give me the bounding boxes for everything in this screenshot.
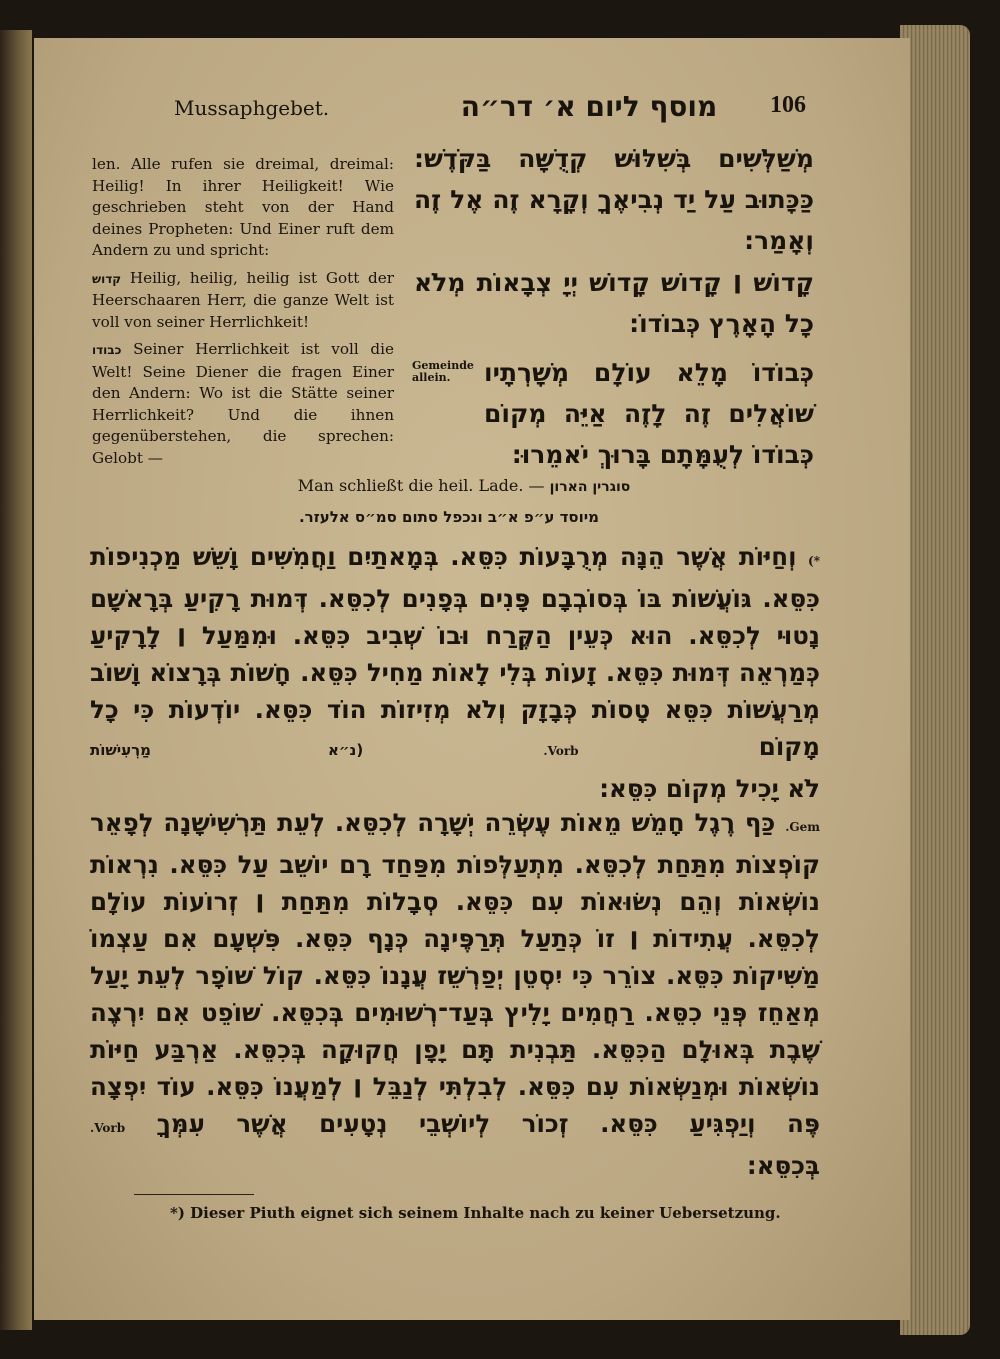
german-paragraph: [92, 339, 394, 469]
german-paragraph-text: Seiner Herrlichkeit ist voll die Welt! Seine Diener die fragen Einer den Andern: Wo ist die Stätte seiner Herrlichkeit? Und die ihnen gegenüberstehen, die sprechen: Gelobt —: [92, 340, 394, 467]
german-paragraph-text: Heilig, heilig, heilig ist Gott der Heerschaaren Herr, die ganze Welt ist voll von seiner Herrlichkeit!: [92, 268, 395, 331]
hebrew-block-kadosh: קָדוֹשׁ ׀ קָדוֹשׁ קָדוֹשׁ יְיָ צְבָאוֹת מְלֹא כָל הָאָרֶץ כְּבוֹדוֹ:: [414, 268, 814, 338]
hebrew-cue-word: כבודו: [92, 343, 122, 357]
footnote: *) Dieser Piuth eignet sich seinem Inhalte nach zu keiner Uebersetzung.: [170, 1204, 781, 1222]
reader-mark: Vorb.: [543, 744, 579, 758]
piyut-text-body: וְחַיּוֹת אֲשֶׁר הֵנָּה מְרֻבָּעוֹת כִּסֵּא. בְּמָאתַיִם וַחֲמִשִּׁים וָשֵׁשׁ מַכְנִיפוֹת כִּסֵּא. גּוֹעֲשׁוֹת בּוֹ בְּסוֹבְבָם פָּנִים בְּפָנִים לְכִסֵּא. דְּמוּת רָקִיעַ בְּרָאשָׁם נָטוּי לְכִסֵּא. הוּא כְּעֵין הַקֶּרַח וּבוֹ שְׁבִיב כִּסֵּא. וּמִמַּעַל ׀ לָרָקִיעַ כְּמַרְאֵה דְּמוּת כִּסֵּא. זָעוֹת בְּלִי לָאוֹת מַחִיל כִּסֵּא. חָשׁוֹת בְּרָצוֹא וָשׁוֹב מְרַעֲשׁוֹת כִּסֵּא טָסוֹת כְּבָזָק וְלֹא מְזִיזוֹת הוֹד כִּסֵּא. יוֹדְעוֹת כִּי כָל מָקוֹם: [90, 542, 821, 761]
hebrew-cue-word: קדוש: [92, 271, 122, 286]
book-page: [34, 38, 910, 1320]
piyut-text-last-line: בְּכִסֵּא:: [746, 1151, 820, 1180]
piyut-paragraph-1: [90, 538, 820, 807]
piyut-text: [90, 538, 820, 770]
footnote-rule: [134, 1194, 254, 1195]
page-number: 106: [770, 92, 806, 118]
reader-mark: Vorb.: [90, 1121, 126, 1135]
variant-reading: (נ״א מַרְעִישׁוֹת: [90, 741, 364, 759]
hebrew-block-kevodo: כְּבוֹדוֹ מָלֵא עוֹלָם מְשָׁרְתָיו שׁוֹאֲלִים זֶה לָזֶה אַיֵּה מְקוֹם כְּבוֹדוֹ לְעֻמָּתָם בָּרוּךְ יֹאמֵרוּ:: [484, 358, 814, 469]
congregation-mark: Gem.: [785, 820, 821, 834]
closing-ark-instruction: [184, 476, 744, 495]
running-header-german: Mussaphgebet.: [174, 96, 330, 120]
piyut-text-last-line: לֹא יָכִיל מְקוֹם כִּסֵּא:: [599, 774, 820, 803]
footnote-marker: *): [808, 554, 820, 568]
german-paragraph: len. Alle rufen sie dreimal, dreimal: Heilig! In ihrer Heiligkeit! Wie geschrieben steht von der Hand deines Propheten: Und Einer ruft dem Andern zu und spricht:: [92, 155, 394, 259]
left-page-edge: [0, 30, 32, 1330]
german-paragraph: [92, 268, 394, 334]
acrostic-note: מיוסד ע״פ א״ב ונכפל סתום סמ״ס אלעזר.: [298, 508, 600, 526]
closing-instruction-hebrew: סוגרין הארון: [549, 479, 631, 495]
running-header-hebrew: מוסף ליום א׳ דר״ה: [460, 90, 718, 123]
congregation-only-tag: Gemeinde allein.: [412, 359, 474, 384]
page-stack-edge: [900, 25, 970, 1335]
piyut-text: [90, 804, 820, 1147]
piyut-paragraph-2: [90, 804, 820, 1184]
german-translation-column: [92, 154, 394, 475]
closing-instruction-german: Man schließt die heil. Lade. —: [297, 476, 545, 495]
hebrew-block-1: מְשַׁלְּשִׁים בְּשִׁלּוּשׁ קְדֻשָּׁה בַּקֹּדֶשׁ: כַּכָּתוּב עַל יַד נְבִיאֶךָ וְקָרָא זֶה אֶל זֶה וְאָמַר:: [414, 144, 814, 255]
piyut-text-body: כַּף רֶגֶל חָמֵשׁ מֵאוֹת עֶשְׂרֵה יְשָׁרָה לְכִסֵּא. לְעֵת תַּרְשִׁישָׁנָה לְפָאֵר קוֹפְצוֹת מִתַּחַת לְכִסֵּא. מִתְעַלְּפוֹת מִפַּחַד רָם יוֹשֵׁב עַל כִּסֵּא. נִרְאוֹת נוֹשְׂאוֹת וְהֵם נְשׂוּאוֹת עִם כִּסֵּא. סְבָלוֹת מִתַּחַת ׀ זְרוֹעוֹת עוֹלָם לְכִסֵּא. עֲתִידוֹת ׀ זוֹ כְּתַעַל תְּרַפֶּינָה כְּנָף כִּסֵּא. פִּשְׁעָם אִם עַצְמוֹ מַשִּׁיקוֹת כִּסֵּא. צוֹרֵר כִּי יִסְטֵן יְפַרְשֵׁז עֲנָנוֹ כִּסֵּא. קוֹל שׁוֹפָר לְעֵת יָעַל מְאַחֵז פְּנֵי כִסֵּא. רַחֲמִים יָלִיץ בְּעַד־רְשׁוּמִים בְּכִסֵּא. שׁוֹפֵט אִם יִרְצֶה שֶׁבֶת בְּאוּלָם הַכִּסֵּא. תַּבְנִית תָּם יָפָן חֲקוּקָה בְּכִסֵּא. אַרְבַּע חַיּוֹת נוֹשְׂאוֹת וּמְנַשְּׂאוֹת עִם כִּסֵּא. לְבִלְתִּי לְנַבֵּל ׀ לְמַעֲנוֹ כִּסֵּא. עוֹד יִפְצָה פֶּה וְיַפְגִּיעַ כִּסֵּא. זְכוֹר לְיוֹשְׁבֵי נְטָעִים אֲשֶׁר עִמְּךָ: [90, 808, 821, 1138]
